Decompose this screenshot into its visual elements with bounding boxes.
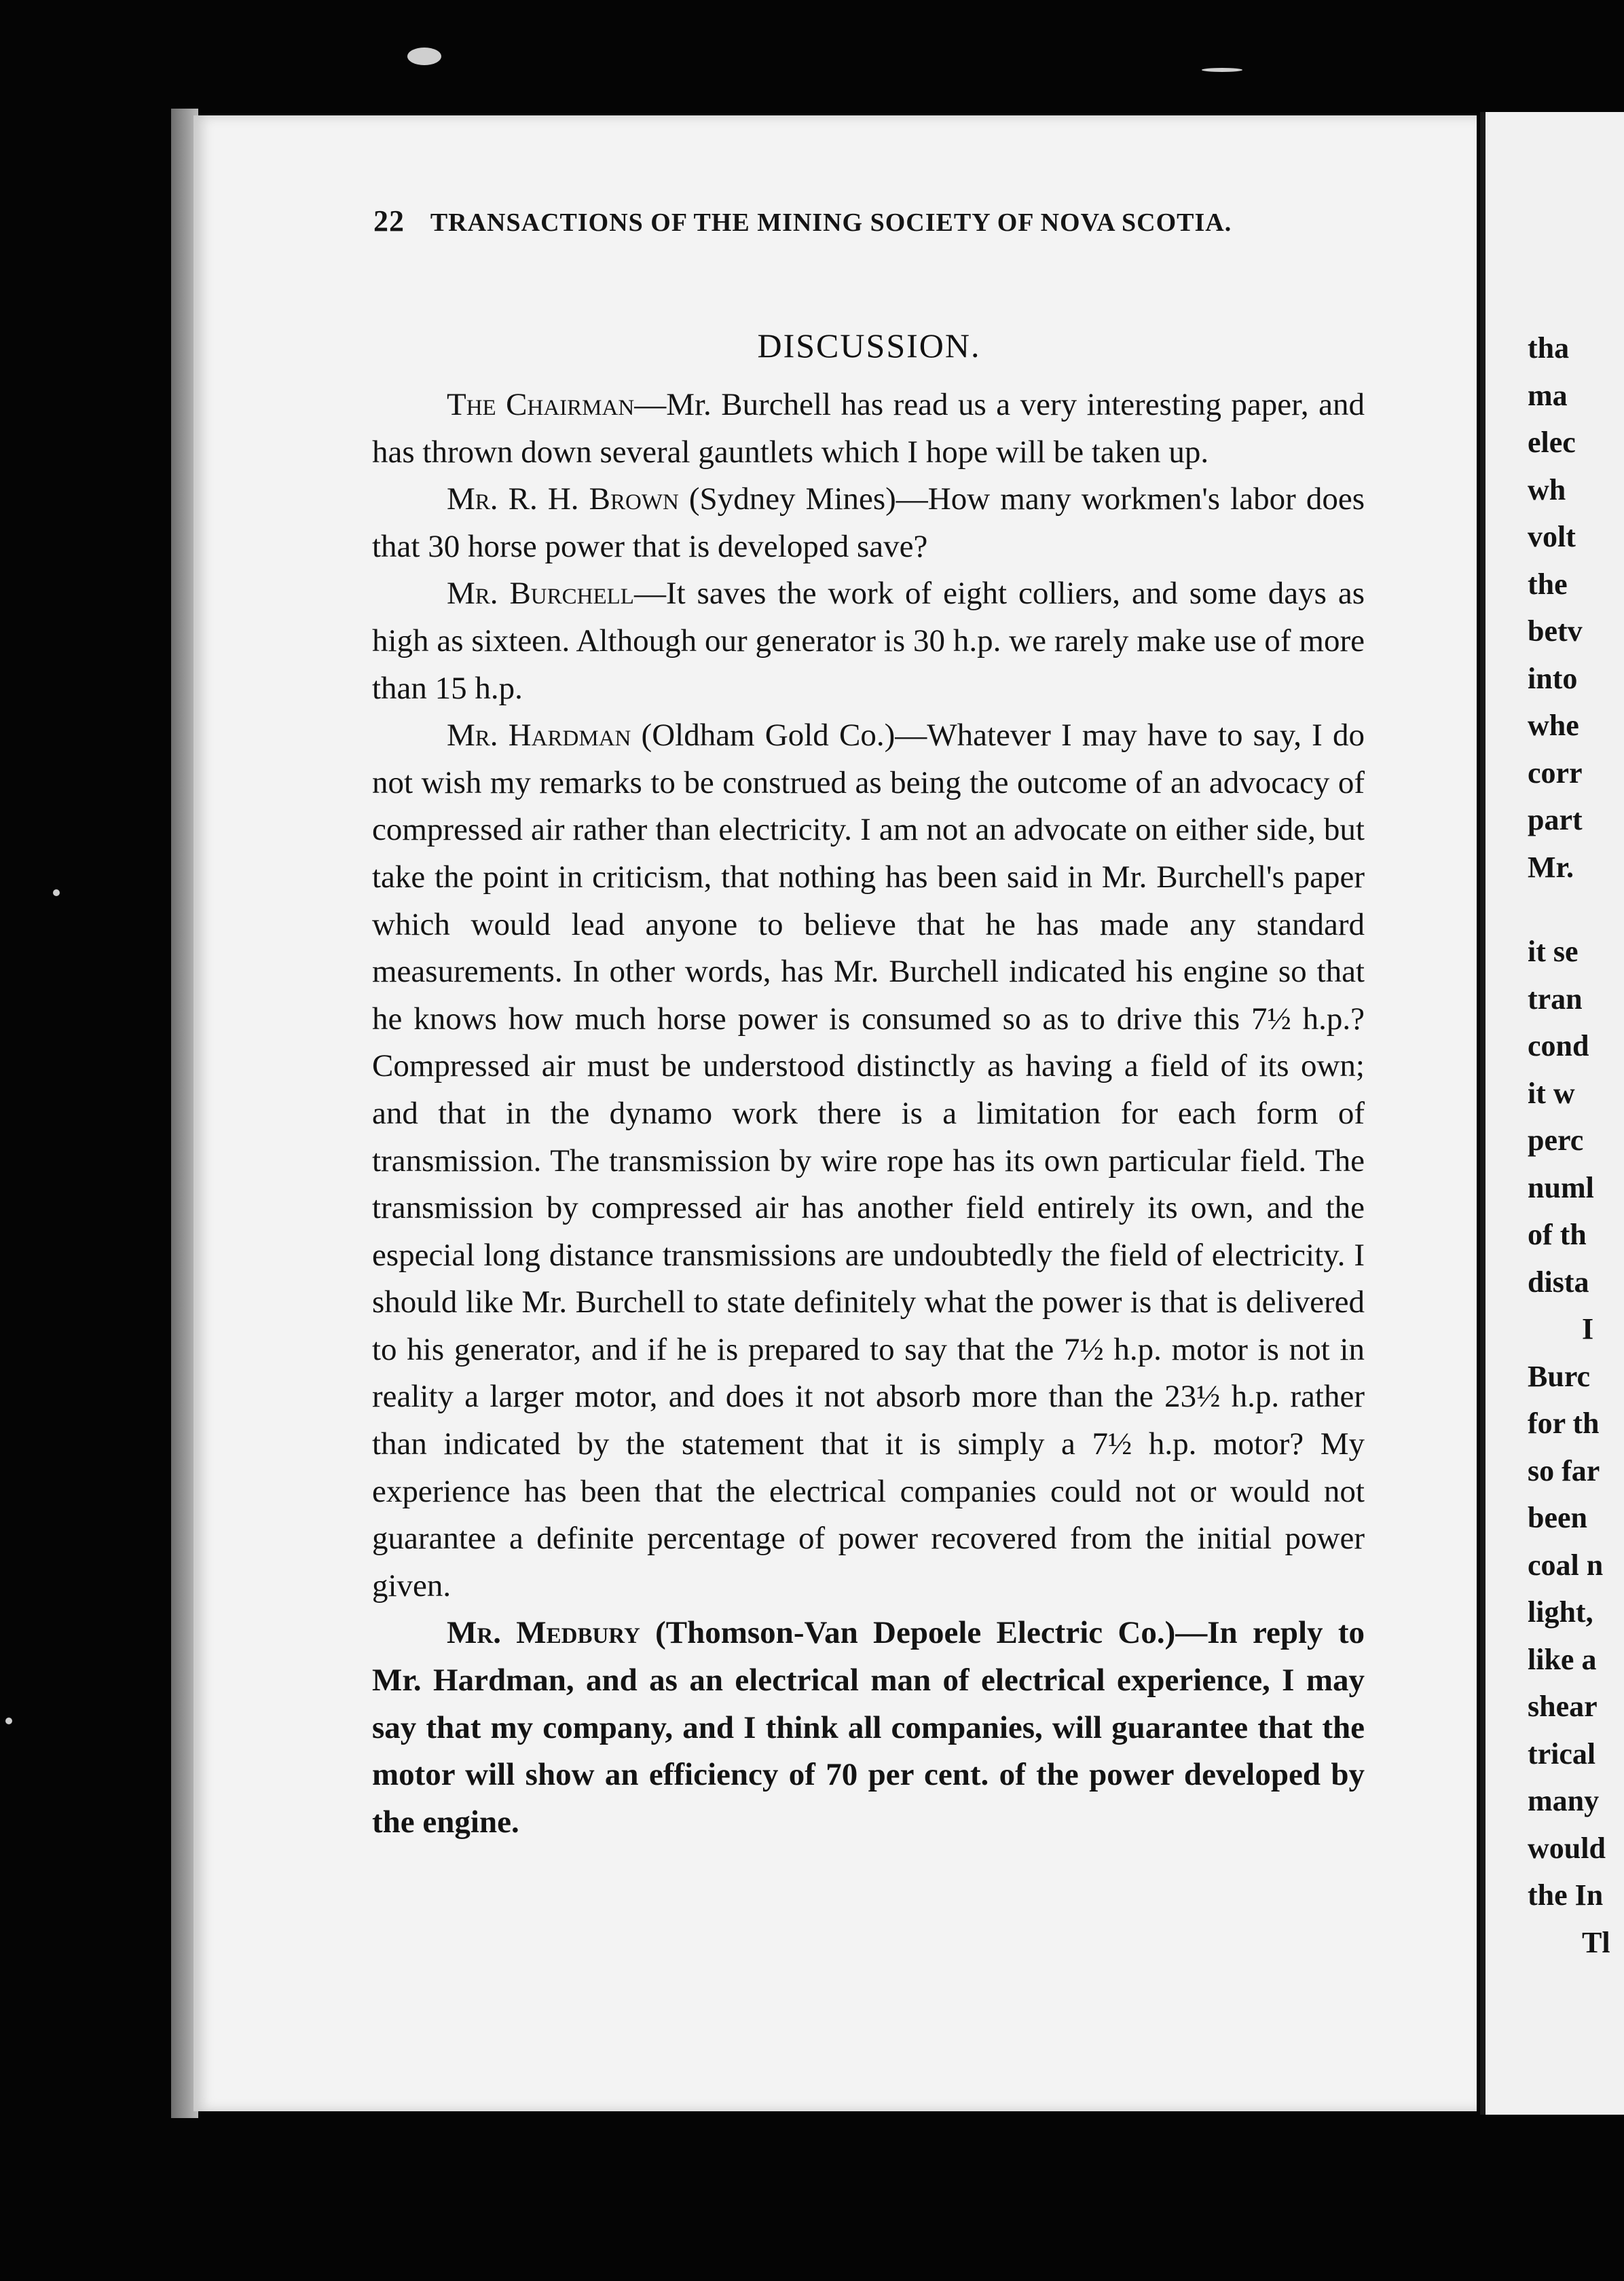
fragment-line: whe	[1528, 709, 1579, 742]
running-title: TRANSACTIONS OF THE MINING SOCIETY OF NOVA SCOTIA.	[430, 208, 1232, 237]
paragraph-gap	[1528, 891, 1624, 928]
fragment-line: into	[1528, 661, 1578, 695]
paragraph-brown	[372, 476, 1365, 570]
fragment-line: light,	[1528, 1595, 1593, 1629]
fragment-line: it se	[1528, 935, 1579, 968]
fragment-line: perc	[1528, 1124, 1584, 1157]
paragraph-text: (Oldham Gold Co.)—Whatever I may have to say, I do not wish my remarks to be construed as being the outcome of an advocacy of compressed air rather than electricity. I am not an advocate on either side, but take the point in criticism, that nothing has been said in Mr. Burchell's paper which would lead anyone to believe that he has made any standard measurements. In other words, has Mr. Burchell indicated his engine so that he knows how much horse power is consumed so as to drive this 7½ h.p.? Compressed air must be understood distinctly as having a field of its own; and that in the dynamo work there is a limitation for each form of transmission. The transmission by wire rope has its own particular field. The transmission by compressed air has another field entirely its own, and the especial long distance transmissions are undoubtedly the field of electricity. I should like Mr. Burchell to state definitely what the power is that is delivered to his generator, and if he is prepared to say that the 7½ h.p. motor is not in reality a larger motor, and does it not absorb more than the 23½ h.p. rather than indicated by the statement that it is simply a 7½ h.p. motor? My experience has been that the electrical companies could not or would not guarantee a definite percentage of power recovered from the initial power given.	[372, 718, 1365, 1603]
dust-speck	[53, 889, 60, 896]
fragment-line: numl	[1528, 1170, 1594, 1204]
speaker-name: Mr. Medbury	[447, 1615, 640, 1651]
fragment-line: the	[1528, 567, 1568, 601]
paragraph-text: —Mr. Burchell has read us a very interesting paper, and has thrown down several gauntlets which I hope will be taken up.	[372, 387, 1365, 470]
section-heading: DISCUSSION.	[757, 327, 981, 365]
fragment-line: Mr.	[1528, 850, 1574, 884]
fragment-line: wh	[1528, 472, 1566, 506]
fragment-line: volt	[1528, 520, 1576, 553]
fragment-line: dista	[1528, 1265, 1589, 1299]
fragment-line: betv	[1528, 614, 1583, 648]
fragment-line: elec	[1528, 426, 1576, 459]
dust-speck	[1202, 68, 1242, 72]
fragment-line: part	[1528, 803, 1583, 836]
fragment-line: ma	[1528, 378, 1568, 412]
speaker-name: The Chairman	[447, 387, 635, 422]
paragraph-burchell	[372, 570, 1365, 712]
dust-speck	[5, 1718, 12, 1724]
fragment-line: been	[1528, 1501, 1587, 1534]
fragment-line: corr	[1528, 756, 1583, 790]
speaker-name: Mr. Hardman	[447, 718, 631, 754]
paragraph-medbury	[372, 1610, 1365, 1846]
dust-speck	[407, 48, 441, 65]
fragment-line: would	[1528, 1831, 1606, 1865]
speaker-name: Mr. Burchell	[447, 576, 634, 612]
speaker-name: Mr. R. H. Brown	[447, 481, 679, 517]
fragment-line: tha	[1528, 331, 1570, 365]
fragment-line: trical	[1528, 1737, 1596, 1770]
facing-page-text	[1528, 324, 1624, 1966]
fragment-line: Tl	[1582, 1925, 1610, 1959]
running-head	[373, 204, 1365, 238]
fragment-line: the In	[1528, 1878, 1604, 1912]
fragment-line: coal n	[1528, 1548, 1604, 1582]
fragment-line: I	[1582, 1312, 1594, 1346]
fragment-line: Burc	[1528, 1359, 1591, 1393]
discussion-body	[372, 382, 1365, 1846]
fragment-line: many	[1528, 1784, 1600, 1817]
fragment-line: it w	[1528, 1076, 1575, 1110]
fragment-line: of th	[1528, 1218, 1587, 1251]
paragraph-text: (Sydney Mines)—How many workmen's labor does that 30 horse power that is developed save?	[372, 481, 1365, 564]
fragment-line: tran	[1528, 982, 1583, 1016]
fragment-line: shear	[1528, 1690, 1598, 1723]
paragraph-text: —It saves the work of eight colliers, and some days as high as sixteen. Although our generator is 30 h.p. we rarely make use of more than 15 h.p.	[372, 576, 1365, 706]
fragment-line: for th	[1528, 1407, 1600, 1440]
page-number: 22	[373, 204, 405, 238]
paragraph-chairman	[372, 382, 1365, 476]
fragment-line: cond	[1528, 1029, 1589, 1062]
fragment-line: so far	[1528, 1453, 1600, 1487]
fragment-line: like a	[1528, 1642, 1597, 1676]
paragraph-hardman	[372, 712, 1365, 1610]
paragraph-text: (Thomson-Van Depoele Electric Co.)—In reply to Mr. Hardman, and as an electrical man of electrical experience, I may say that my company, and I think all companies, will guarantee that the motor will show an efficiency of 70 per cent. of the power developed by the engine.	[372, 1615, 1365, 1840]
